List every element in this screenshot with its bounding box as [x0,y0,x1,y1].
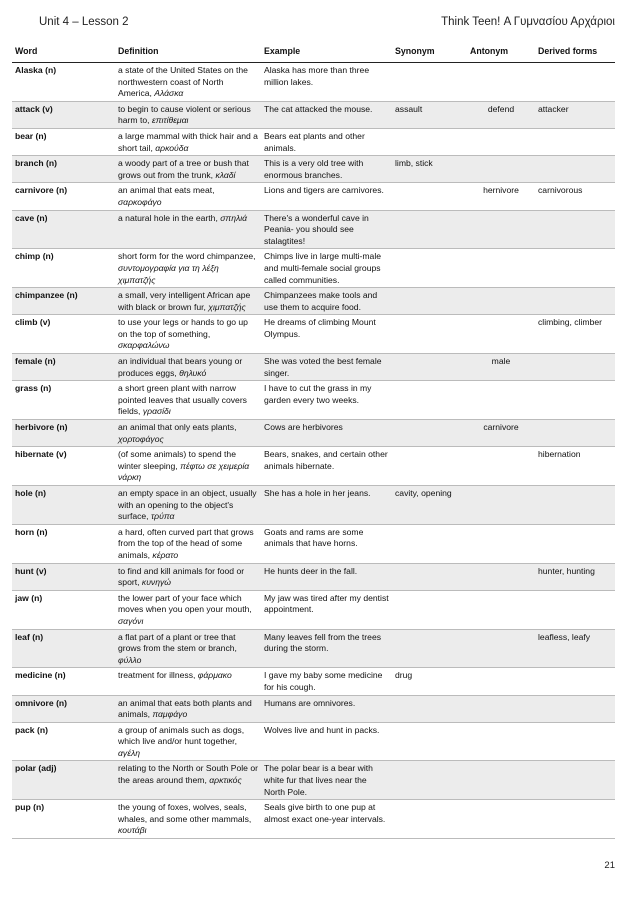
word-text: Alaska (n) [15,65,57,75]
definition-text: a natural hole in the earth, [118,212,218,223]
derived-forms-cell [535,63,615,102]
synonym-cell [392,156,467,183]
example-text: Alaska has more than three million lakes. [264,65,370,87]
antonym-cell [467,722,535,761]
greek-translation: σπηλιά [220,212,248,223]
example-text: The polar bear is a bear with white fur that lives near the North Pole. [264,763,373,797]
word-text: hole (n) [15,488,47,498]
definition-text: a flat part of a plant or tree that grows from the stem or branch, [118,631,237,654]
unit-lesson-label: Unit 4 – Lesson 2 [39,16,129,28]
greek-translation: αρκούδα [155,142,189,153]
table-row [12,800,615,839]
example-cell [261,447,392,486]
word-cell [12,354,115,381]
example-text: I gave my baby some medicine for his cough. [264,670,383,692]
definition-cell [115,563,261,590]
greek-translation: παμφάγο [152,709,188,720]
definition-text: an animal that eats both plants and animals, [118,697,252,720]
greek-translation: κυνηγώ [141,577,171,588]
antonym-text: male [491,356,511,367]
synonym-cell [392,800,467,839]
derived-forms-cell [535,590,615,629]
derived-forms-cell [535,722,615,761]
greek-translation: αρκτικός [209,775,242,786]
synonym-text: assault [395,103,423,114]
derived-forms-cell [535,381,615,420]
derived-forms-cell [535,447,615,486]
definition-cell [115,354,261,381]
synonym-cell [392,249,467,288]
derived-forms-cell [535,128,615,155]
table-row [12,629,615,668]
antonym-cell [467,447,535,486]
word-text: pack (n) [15,724,48,735]
example-text: This is a very old tree with enormous branches. [264,158,364,180]
definition-cell [115,695,261,722]
derived-forms-cell [535,486,615,525]
definition-cell [115,590,261,629]
greek-translation: φάρμακο [197,670,232,681]
definition-text: a hard, often curved part that grows from the top of the head of some animals, [118,526,254,560]
word-text: grass (n) [15,383,52,394]
antonym-cell [467,101,535,128]
derived-forms-cell [535,288,615,315]
example-text: He hunts deer in the fall. [264,565,358,576]
word-cell [12,563,115,590]
definition-text: an animal that eats meat, [118,185,215,196]
example-cell [261,183,392,210]
example-cell [261,128,392,155]
derived-forms-text: carnivorous [538,185,583,196]
table-row [12,183,615,210]
derived-forms-text: attacker [538,103,569,114]
antonym-cell [467,695,535,722]
synonym-cell [392,354,467,381]
table-row [12,486,615,525]
example-cell [261,63,392,102]
definition-cell [115,63,261,102]
derived-forms-cell [535,695,615,722]
greek-translation: σκαρφαλώνω [118,340,170,351]
book-title: Think Teen! Α Γυμνασίου Αρχάριοι [441,16,615,28]
greek-translation: γρασίδι [142,406,171,417]
definition-cell [115,668,261,695]
word-cell [12,381,115,420]
word-cell [12,420,115,447]
example-text: She was voted the best female singer. [264,356,382,378]
example-text: Seals give birth to one pup at almost exact one-year intervals. [264,802,386,824]
antonym-text: carnivore [483,422,519,433]
example-cell [261,156,392,183]
table-row [12,695,615,722]
synonym-cell [392,288,467,315]
example-cell [261,249,392,288]
word-cell [12,63,115,102]
synonym-cell [392,695,467,722]
derived-forms-cell [535,315,615,354]
vocabulary-rows [12,63,615,839]
greek-translation: φύλλο [118,654,142,665]
word-cell [12,156,115,183]
word-cell [12,128,115,155]
column-header-example: Example [261,41,392,63]
synonym-cell [392,486,467,525]
definition-cell [115,381,261,420]
definition-text: short form for the word chimpanzee, [118,251,256,262]
word-cell [12,183,115,210]
table-row [12,563,615,590]
word-text: chimpanzee (n) [15,290,78,301]
definition-cell [115,128,261,155]
example-text: Bears, snakes, and certain other animals hibernate. [264,449,388,471]
word-text: hunt (v) [15,565,47,576]
word-cell [12,695,115,722]
example-cell [261,101,392,128]
antonym-text: defend [487,103,515,114]
example-cell [261,315,392,354]
example-text: There's a wonderful cave in Peania- you should see stalagtites! [264,212,369,246]
word-text: chimp (n) [15,251,54,262]
example-cell [261,420,392,447]
table-row [12,354,615,381]
synonym-cell [392,128,467,155]
greek-translation: κέρατο [152,549,179,560]
definition-cell [115,288,261,315]
word-text: climb (v) [15,317,51,328]
example-text: I have to cut the grass in my garden every two weeks. [264,383,372,405]
definition-cell [115,249,261,288]
table-row [12,128,615,155]
synonym-cell [392,447,467,486]
derived-forms-cell [535,101,615,128]
example-text: My jaw was tired after my dentist appointment. [264,592,389,615]
example-cell [261,695,392,722]
definition-text: an individual that bears young or produces eggs, [118,356,243,378]
definition-cell [115,524,261,563]
synonym-cell [392,524,467,563]
definition-text: a state of the United States on the northwestern coast of North America, [118,65,248,99]
word-text: medicine (n) [15,670,66,681]
example-cell [261,210,392,249]
definition-text: an animal that only eats plants, [118,422,237,433]
greek-translation: αγέλη [118,747,140,758]
example-text: Many leaves fell from the trees during the storm. [264,631,382,654]
derived-forms-text: hibernation [538,449,581,460]
table-row [12,156,615,183]
antonym-cell [467,524,535,563]
example-text: She has a hole in her jeans. [264,488,371,498]
definition-text: a small, very intelligent African ape with black or brown fur, [118,290,251,312]
table-row [12,524,615,563]
derived-forms-cell [535,420,615,447]
derived-forms-cell [535,629,615,668]
column-header-definition: Definition [115,41,261,63]
definition-cell [115,800,261,839]
example-text: The cat attacked the mouse. [264,103,373,114]
definition-cell [115,210,261,249]
table-header-row [12,41,615,63]
table-row [12,101,615,128]
example-cell [261,668,392,695]
column-header-derived-forms: Derived forms [535,41,615,63]
definition-text: the lower part of your face which moves when you open your mouth, [118,592,252,615]
word-cell [12,288,115,315]
definition-text: the young of foxes, wolves, seals, whales, and some other mammals, [118,802,252,824]
definition-cell [115,722,261,761]
example-cell [261,354,392,381]
example-text: Bears eat plants and other animals. [264,130,365,153]
derived-forms-cell [535,761,615,800]
derived-forms-text: climbing, climber [538,317,602,328]
synonym-cell [392,183,467,210]
definition-text: a short green plant with narrow pointed leaves that usually covers fields, [118,383,247,417]
definition-cell [115,420,261,447]
table-row [12,63,615,102]
antonym-cell [467,486,535,525]
antonym-cell [467,315,535,354]
derived-forms-cell [535,183,615,210]
antonym-cell [467,761,535,800]
vocabulary-table [12,41,615,839]
definition-text: to use your legs or hands to go up on the top of something, [118,317,248,339]
word-text: carnivore (n) [15,185,68,196]
page-number: 21 [604,860,615,871]
definition-cell [115,486,261,525]
greek-translation: πέφτω σε χειμερία νάρκη [118,460,250,483]
antonym-cell [467,354,535,381]
word-text: hibernate (v) [15,449,67,460]
word-cell [12,101,115,128]
antonym-cell [467,381,535,420]
definition-text: an empty space in an object, usually with an opening to the object's surface, [118,488,257,522]
column-header-synonym: Synonym [392,41,467,63]
word-cell [12,590,115,629]
example-cell [261,381,392,420]
word-cell [12,761,115,800]
antonym-cell [467,563,535,590]
word-text: herbivore (n) [15,422,68,433]
definition-cell [115,629,261,668]
word-cell [12,668,115,695]
derived-forms-cell [535,156,615,183]
antonym-cell [467,629,535,668]
synonym-cell [392,668,467,695]
derived-forms-cell [535,524,615,563]
synonym-cell [392,563,467,590]
definition-text: to begin to cause violent or serious harm to, [118,103,251,126]
greek-translation: τρύπα [150,511,175,522]
word-cell [12,722,115,761]
definition-cell [115,183,261,210]
definition-cell [115,315,261,354]
table-row [12,447,615,486]
example-cell [261,800,392,839]
table-row [12,668,615,695]
definition-text: a group of animals such as dogs, which live and/or hunt together, [118,724,245,747]
antonym-cell [467,183,535,210]
antonym-cell [467,420,535,447]
definition-cell [115,447,261,486]
derived-forms-text: hunter, hunting [538,565,595,576]
synonym-text: drug [395,670,413,681]
antonym-cell [467,590,535,629]
word-text: polar (adj) [15,763,57,774]
greek-translation: Αλάσκα [154,88,184,99]
example-cell [261,629,392,668]
synonym-cell [392,210,467,249]
greek-translation: σαρκοφάγο [118,196,162,207]
synonym-cell [392,381,467,420]
antonym-cell [467,156,535,183]
derived-forms-text: leafless, leafy [538,631,591,642]
word-text: bear (n) [15,130,47,141]
example-cell [261,590,392,629]
word-text: attack (v) [15,103,53,114]
synonym-cell [392,315,467,354]
example-text: He dreams of climbing Mount Olympus. [264,317,376,339]
synonym-cell [392,101,467,128]
word-text: cave (n) [15,212,48,223]
definition-text: (of some animals) to spend the winter sleeping, [118,449,236,471]
example-cell [261,563,392,590]
example-cell [261,486,392,525]
definition-text: treatment for illness, [118,670,196,681]
page-header [12,14,615,34]
greek-translation: επιτίθεμαι [151,115,189,126]
example-cell [261,761,392,800]
word-text: female (n) [15,356,56,367]
table-row [12,420,615,447]
antonym-cell [467,210,535,249]
example-text: Goats and rams are some animals that have horns. [264,526,364,549]
greek-translation: κουτάβι [118,825,147,836]
definition-text: relating to the North or South Pole or the areas around them, [118,763,258,786]
table-row [12,249,615,288]
antonym-cell [467,668,535,695]
synonym-cell [392,761,467,800]
synonym-text: limb, stick [395,158,433,169]
example-text: Cows are herbivores [264,422,343,433]
example-text: Humans are omnivores. [264,697,356,708]
example-cell [261,722,392,761]
example-text: Chimps live in large multi-male and multi-female social groups called communities. [264,251,382,285]
derived-forms-cell [535,563,615,590]
synonym-cell [392,722,467,761]
word-text: jaw (n) [15,592,43,603]
word-cell [12,524,115,563]
example-text: Wolves live and hunt in packs. [264,724,380,735]
greek-translation: θηλυκό [179,367,207,378]
definition-text: to find and kill animals for food or sport, [118,565,245,588]
table-row [12,315,615,354]
definition-text: a large mammal with thick hair and a short tail, [118,130,258,153]
greek-translation: σαγόνι [118,615,144,626]
definition-cell [115,761,261,800]
word-text: horn (n) [15,526,48,537]
word-text: pup (n) [15,802,45,813]
word-cell [12,447,115,486]
example-cell [261,524,392,563]
example-cell [261,288,392,315]
word-text: branch (n) [15,158,58,169]
word-cell [12,249,115,288]
synonym-text: cavity, opening [395,488,452,498]
definition-cell [115,156,261,183]
word-cell [12,800,115,839]
column-header-word: Word [12,41,115,63]
word-cell [12,486,115,525]
definition-cell [115,101,261,128]
table-row [12,761,615,800]
synonym-cell [392,63,467,102]
antonym-cell [467,63,535,102]
antonym-cell [467,800,535,839]
table-row [12,381,615,420]
antonym-cell [467,288,535,315]
table-row [12,288,615,315]
synonym-cell [392,629,467,668]
example-text: Chimpanzees make tools and use them to acquire food. [264,290,378,312]
greek-translation: χορτοφάγος [118,433,164,444]
greek-translation: κλαδί [215,169,236,180]
synonym-cell [392,590,467,629]
table-row [12,210,615,249]
word-cell [12,629,115,668]
word-text: leaf (n) [15,631,44,642]
derived-forms-cell [535,800,615,839]
synonym-cell [392,420,467,447]
antonym-cell [467,128,535,155]
word-text: omnivore (n) [15,697,68,708]
antonym-cell [467,249,535,288]
greek-translation: συντομογραφία για τη λέξη χιμπατζής [118,262,219,285]
word-cell [12,315,115,354]
definition-text: a woody part of a tree or bush that grows out from the trunk, [118,158,249,180]
antonym-text: hernivore [483,185,519,196]
derived-forms-cell [535,354,615,381]
table-row [12,722,615,761]
example-text: Lions and tigers are carnivores. [264,185,384,196]
derived-forms-cell [535,210,615,249]
word-cell [12,210,115,249]
column-header-antonym: Antonym [467,41,535,63]
derived-forms-cell [535,668,615,695]
derived-forms-cell [535,249,615,288]
greek-translation: χιμπατζής [208,301,246,312]
table-row [12,590,615,629]
